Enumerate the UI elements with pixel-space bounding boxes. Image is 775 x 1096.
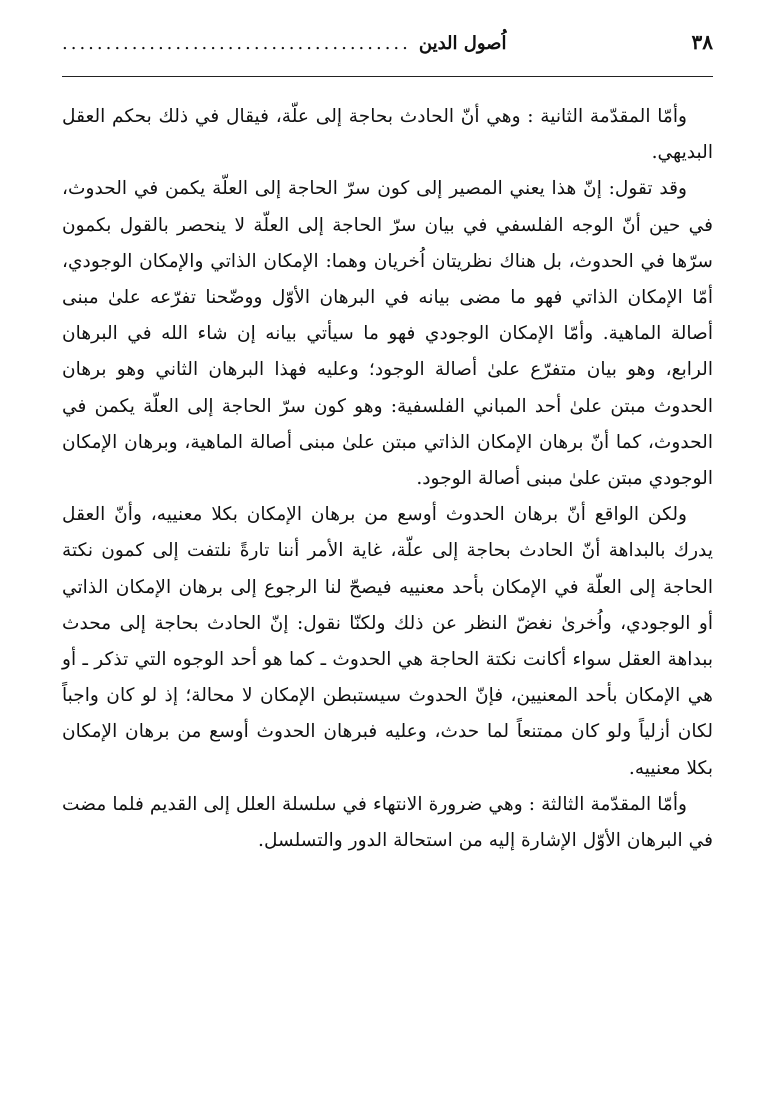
body-text <box>62 99 713 859</box>
leader-dots: ........................................ <box>62 33 411 54</box>
running-title <box>62 33 506 54</box>
page-number: ٣٨ <box>691 30 713 54</box>
paragraph-4: وأمّا المقدّمة الثالثة : وهي ضرورة الانتهاء في سلسلة العلل إلى القديم فلما مضت في البرهان الأوّل الإشارة إليه من استحالة الدور والتسلسل. <box>62 793 713 852</box>
paragraph-2: وقد تقول: إنّ هذا يعني المصير إلى كون سرّ الحاجة إلى العلّة يكمن في الحدوث، في حين أنّ الوجه الفلسفي في بيان سرّ الحاجة إلى العلّة لا ينحصر بالقول بكمون سرّها في الحدوث، بل هناك نظريتان اُخريان وهما: الإمكان الذاتي والإمكان الوجودي، أمّا الإمكان الذاتي فهو ما مضى بيانه في البرهان الأوّل ووضّحنا تفرّعه علىٰ مبنى أصالة الماهية. وأمّا الإمكان الوجودي فهو ما سيأتي بيانه إن شاء الله في البرهان الرابع، وهو بيان متفرّع علىٰ أصالة الوجود؛ وعليه فهذا البرهان الثاني وهو برهان الحدوث مبتن علىٰ أحد المباني الفلسفية: وهو كون سرّ الحاجة إلى العلّة يكمن في الحدوث، كما أنّ برهان الإمكان الذاتي مبتن علىٰ مبنى أصالة الماهية، وبرهان الإمكان الوجودي مبتن علىٰ مبنى أصالة الوجود. <box>62 178 713 490</box>
running-header <box>62 30 713 77</box>
book-page <box>62 30 713 1076</box>
paragraph-1: وأمّا المقدّمة الثانية : وهي أنّ الحادث بحاجة إلى علّة، فيقال في ذلك بحكم العقل البديهي. <box>62 106 713 164</box>
book-title: اُصول الدين <box>418 33 507 54</box>
paragraph-3: ولكن الواقع أنّ برهان الحدوث أوسع من برهان الإمكان بكلا معنييه، وأنّ العقل يدرك بالبداهة أنّ الحادث بحاجة إلى علّة، غاية الأمر أننا تارةً نلتفت إلى كمون نكتة الحاجة إلى العلّة في الإمكان بأحد معنييه فيصحّ لنا الرجوع إلى برهان الإمكان الذاتي أو الوجودي، واُخرىٰ نغضّ النظر عن ذلك ولكنّا نقول: إنّ الحادث بحاجة إلى محدث ببداهة العقل سواء أكانت نكتة الحاجة هي الحدوث ـ كما هو أحد الوجوه التي تذكر ـ أو هي الإمكان بأحد المعنيين، فإنّ الحدوث سيستبطن الإمكان لا محالة؛ إذ لو كان واجباً لكان أزلياً ولو كان ممتنعاً لما حدث، وعليه فبرهان الحدوث أوسع من برهان الإمكان بكلا معنييه. <box>62 504 713 779</box>
